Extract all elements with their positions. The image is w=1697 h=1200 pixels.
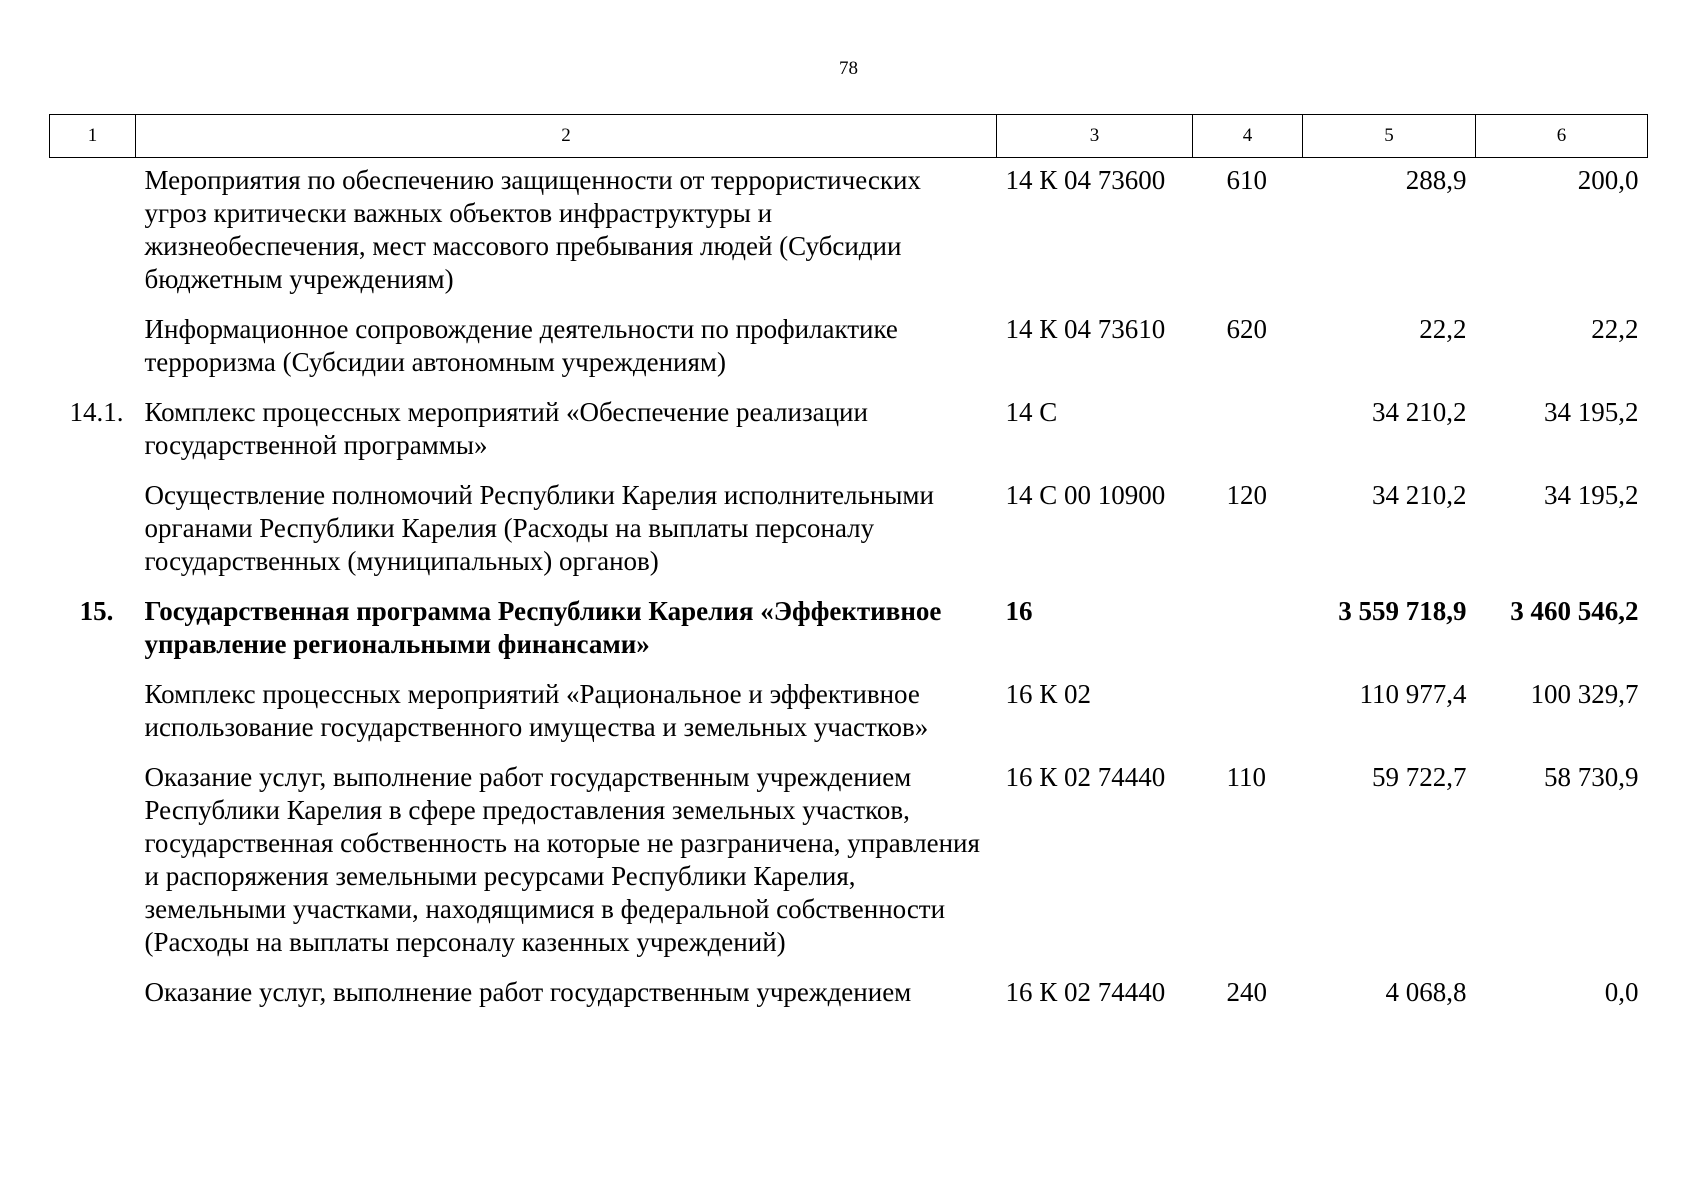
- header-col-6: 6: [1476, 115, 1648, 158]
- row-sum-2: 34 195,2: [1544, 480, 1639, 510]
- page-number: 78: [839, 58, 858, 79]
- row-name: Информационное сопровождение деятельности по профилактике терроризма (Субсидии автономным учреждениям): [144, 314, 898, 377]
- row-sum-1: 110 977,4: [1359, 679, 1467, 709]
- row-target-code: 14 К 04 73610: [1005, 314, 1166, 344]
- row-sum-2: 200,0: [1577, 165, 1639, 195]
- table-body: [50, 158, 1648, 1027]
- row-expense-type: 120: [1226, 480, 1267, 510]
- table-row-program: [50, 595, 1648, 678]
- row-sum-2: 22,2: [1591, 314, 1639, 344]
- budget-table: [49, 114, 1648, 1026]
- header-col-4: 4: [1193, 115, 1303, 158]
- table-row: [50, 158, 1648, 314]
- row-sum-2: 3 460 546,2: [1510, 596, 1639, 626]
- row-target-code: 16 К 02: [1005, 679, 1092, 709]
- row-sum-1: 34 210,2: [1372, 480, 1467, 510]
- row-name: Мероприятия по обеспечению защищенности от террористических угроз критически важных объектов инфраструктуры и жизнеобеспечения, мест массового пребывания людей (Субсидии бюджетным учреждениям): [144, 165, 921, 294]
- row-target-code: 14 С 00 10900: [1005, 480, 1166, 510]
- row-expense-type: [1193, 595, 1303, 678]
- row-number: 14.1.: [69, 397, 124, 427]
- header-col-2: 2: [136, 115, 997, 158]
- table-row: [50, 761, 1648, 976]
- row-target-code: 14 К 04 73600: [1005, 165, 1166, 195]
- table-row: [50, 976, 1648, 1026]
- row-number: 15.: [79, 596, 114, 626]
- row-name: Комплекс процессных мероприятий «Рациональное и эффективное использование государственного имущества и земельных участков»: [144, 679, 929, 742]
- table-row: [50, 479, 1648, 595]
- row-name: Осуществление полномочий Республики Карелия исполнительными органами Республики Карелия (Расходы на выплаты персоналу государственных (муниципальных) органов): [144, 480, 934, 576]
- row-target-code: 14 С: [1005, 397, 1058, 427]
- table-row: [50, 313, 1648, 396]
- row-number: [50, 761, 136, 976]
- table-header: [50, 115, 1648, 158]
- row-expense-type: [1193, 678, 1303, 761]
- row-number: [50, 976, 136, 1026]
- row-expense-type: 240: [1226, 977, 1267, 1007]
- row-sum-1: 288,9: [1405, 165, 1467, 195]
- table-row: [50, 678, 1648, 761]
- row-expense-type: 620: [1226, 314, 1267, 344]
- row-name: Оказание услуг, выполнение работ государственным учреждением Республики Карелия в сфере предоставления земельных участков, государственная собственность на которые не разграничена, управления и распоряжения земельными ресурсами Республики Карелия, земельными участками, находящимися в федеральной собственности (Расходы на выплаты персоналу казенных учреждений): [144, 762, 980, 957]
- row-name: Государственная программа Республики Карелия «Эффективное управление региональными финансами»: [144, 596, 942, 659]
- row-expense-type: 610: [1226, 165, 1267, 195]
- table-row: [50, 396, 1648, 479]
- row-target-code: 16 К 02 74440: [1005, 762, 1166, 792]
- header-col-3: 3: [997, 115, 1193, 158]
- header-col-5: 5: [1303, 115, 1476, 158]
- row-sum-1: 3 559 718,9: [1338, 596, 1467, 626]
- row-sum-1: 4 068,8: [1385, 977, 1467, 1007]
- row-number: [50, 678, 136, 761]
- row-target-code: 16 К 02 74440: [1005, 977, 1166, 1007]
- row-sum-2: 34 195,2: [1544, 397, 1639, 427]
- row-expense-type: [1193, 396, 1303, 479]
- row-target-code: 16: [1005, 596, 1033, 626]
- row-expense-type: 110: [1226, 762, 1266, 792]
- row-number: [50, 479, 136, 595]
- header-row: [50, 115, 1648, 158]
- row-name: Комплекс процессных мероприятий «Обеспечение реализации государственной программы»: [144, 397, 868, 460]
- row-sum-1: 34 210,2: [1372, 397, 1467, 427]
- row-number: [50, 158, 136, 314]
- row-sum-2: 100 329,7: [1530, 679, 1639, 709]
- row-number: [50, 313, 136, 396]
- row-sum-1: 59 722,7: [1372, 762, 1467, 792]
- row-name: Оказание услуг, выполнение работ государственным учреждением: [144, 977, 912, 1007]
- row-sum-2: 0,0: [1604, 977, 1639, 1007]
- row-sum-2: 58 730,9: [1544, 762, 1639, 792]
- header-col-1: 1: [50, 115, 136, 158]
- row-sum-1: 22,2: [1419, 314, 1467, 344]
